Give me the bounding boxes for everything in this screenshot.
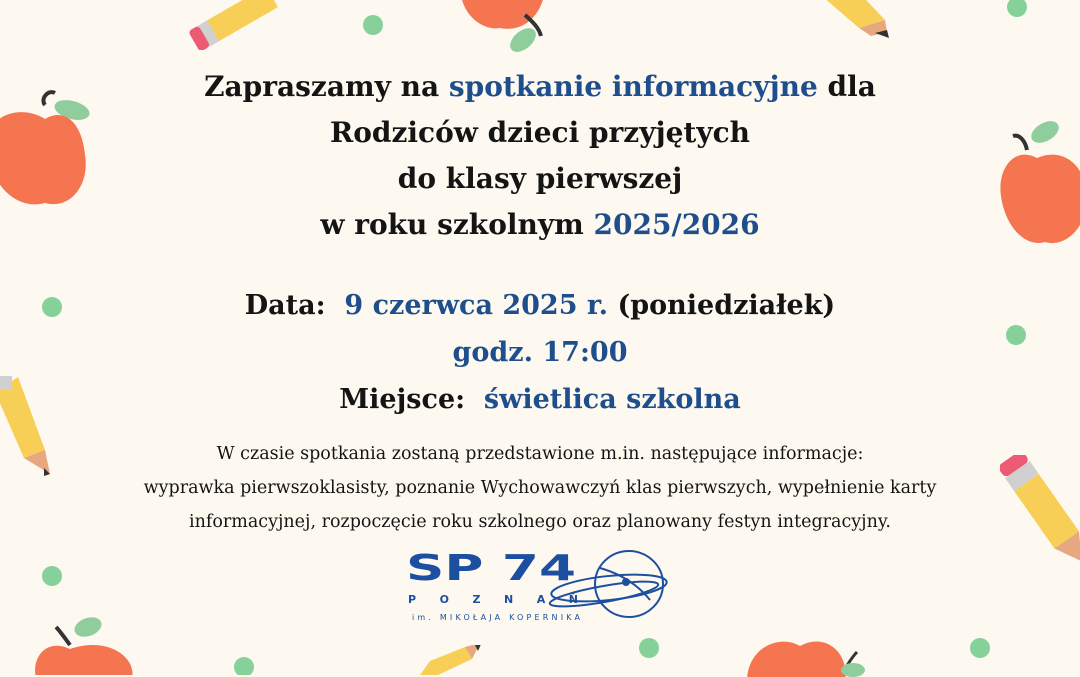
heading-highlight: spotkanie informacyjne — [448, 70, 818, 103]
school-year: 2025/2026 — [593, 208, 760, 241]
pencil-icon — [185, 0, 315, 50]
dot — [42, 566, 62, 586]
dot — [639, 638, 659, 658]
pencil-icon — [815, 0, 915, 45]
place-label: Miejsce: — [339, 384, 466, 415]
invitation-heading — [0, 64, 1080, 248]
info-line-1: W czasie spotkania zostaną przedstawione m.in. następujące informacje: — [216, 444, 864, 464]
info-line-2: wyprawka pierwszoklasisty, poznanie Wychowawczyń klas pierwszych, wypełnienie karty — [143, 478, 937, 498]
dot — [363, 15, 383, 35]
apple-icon — [30, 615, 140, 675]
info-line-3: informacyjnej, rozpoczęcie roku szkolnego oraz planowany festyn integracyjny. — [189, 512, 891, 532]
dot — [234, 657, 254, 675]
meeting-details — [0, 282, 1080, 423]
meeting-info — [0, 437, 1080, 539]
date-row — [0, 282, 1080, 329]
heading-line-4: w roku szkolnym 2025/2026 — [320, 208, 760, 241]
apple-icon — [745, 632, 865, 677]
date-day: (poniedziałek) — [617, 290, 836, 321]
dot — [970, 638, 990, 658]
time-row: godz. 17:00 — [452, 337, 628, 368]
logo-main: SP 74 — [406, 548, 576, 589]
date-value: 9 czerwca 2025 r. — [344, 290, 609, 321]
place-row — [0, 376, 1080, 423]
date-label: Data: — [244, 290, 326, 321]
orbit-dot — [622, 578, 630, 586]
place-value: świetlica szkolna — [483, 384, 741, 415]
school-logo — [404, 542, 674, 627]
apple-icon — [455, 0, 565, 60]
pencil-icon — [420, 645, 490, 675]
heading-line-3: do klasy pierwszej — [397, 162, 683, 195]
heading-line-1: Zapraszamy na spotkanie informacyjne dla — [204, 70, 876, 103]
dot — [1007, 0, 1027, 17]
heading-line-2: Rodziców dzieci przyjętych — [329, 116, 751, 149]
logo-city: P O Z N A Ń — [408, 593, 578, 606]
logo-patron: im. MIKOŁAJA KOPERNIKA — [412, 613, 580, 622]
